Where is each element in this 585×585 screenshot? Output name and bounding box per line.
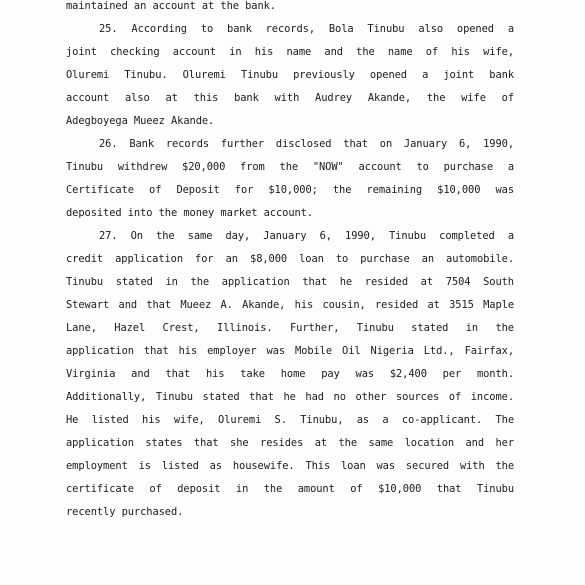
text-line: Tinubu stated in the application that he resided at 7504 South <box>66 276 514 288</box>
text-line: He listed his wife, Oluremi S. Tinubu, as a co-applicant. The <box>66 414 514 426</box>
text-line: Certificate of Deposit for $10,000; the remaining $10,000 was <box>66 184 514 196</box>
text-line: Stewart and that Mueez A. Akande, his cousin, resided at 3515 Maple <box>66 299 514 311</box>
document-body <box>66 0 514 524</box>
text-line: Tinubu withdrew $20,000 from the "NOW" account to purchase a <box>66 161 514 173</box>
text-line: 26. Bank records further disclosed that on January 6, 1990, <box>99 138 514 150</box>
text-line: recently purchased. <box>66 506 184 518</box>
text-line: Adegboyega Mueez Akande. <box>66 115 215 127</box>
text-line: application that his employer was Mobile Oil Nigeria Ltd., Fairfax, <box>66 345 514 357</box>
text-line: Additionally, Tinubu stated that he had no other sources of income. <box>66 391 514 403</box>
text-line: account also at this bank with Audrey Akande, the wife of <box>66 92 514 104</box>
text-line: Virginia and that his take home pay was $2,400 per month. <box>66 368 514 380</box>
text-line: 25. According to bank records, Bola Tinubu also opened a <box>99 23 514 35</box>
text-line: certificate of deposit in the amount of $10,000 that Tinubu <box>66 483 514 495</box>
text-line: Lane, Hazel Crest, Illinois. Further, Tinubu stated in the <box>66 322 514 334</box>
text-line: Oluremi Tinubu. Oluremi Tinubu previously opened a joint bank <box>66 69 514 81</box>
text-line: employment is listed as housewife. This loan was secured with the <box>66 460 514 472</box>
text-line: application states that she resides at the same location and her <box>66 437 514 449</box>
text-line: deposited into the money market account. <box>66 207 314 219</box>
text-line: 27. On the same day, January 6, 1990, Tinubu completed a <box>99 230 514 242</box>
text-line: maintained an account at the bank. <box>66 0 276 12</box>
text-line: credit application for an $8,000 loan to purchase an automobile. <box>66 253 514 265</box>
text-line: joint checking account in his name and the name of his wife, <box>66 46 514 58</box>
